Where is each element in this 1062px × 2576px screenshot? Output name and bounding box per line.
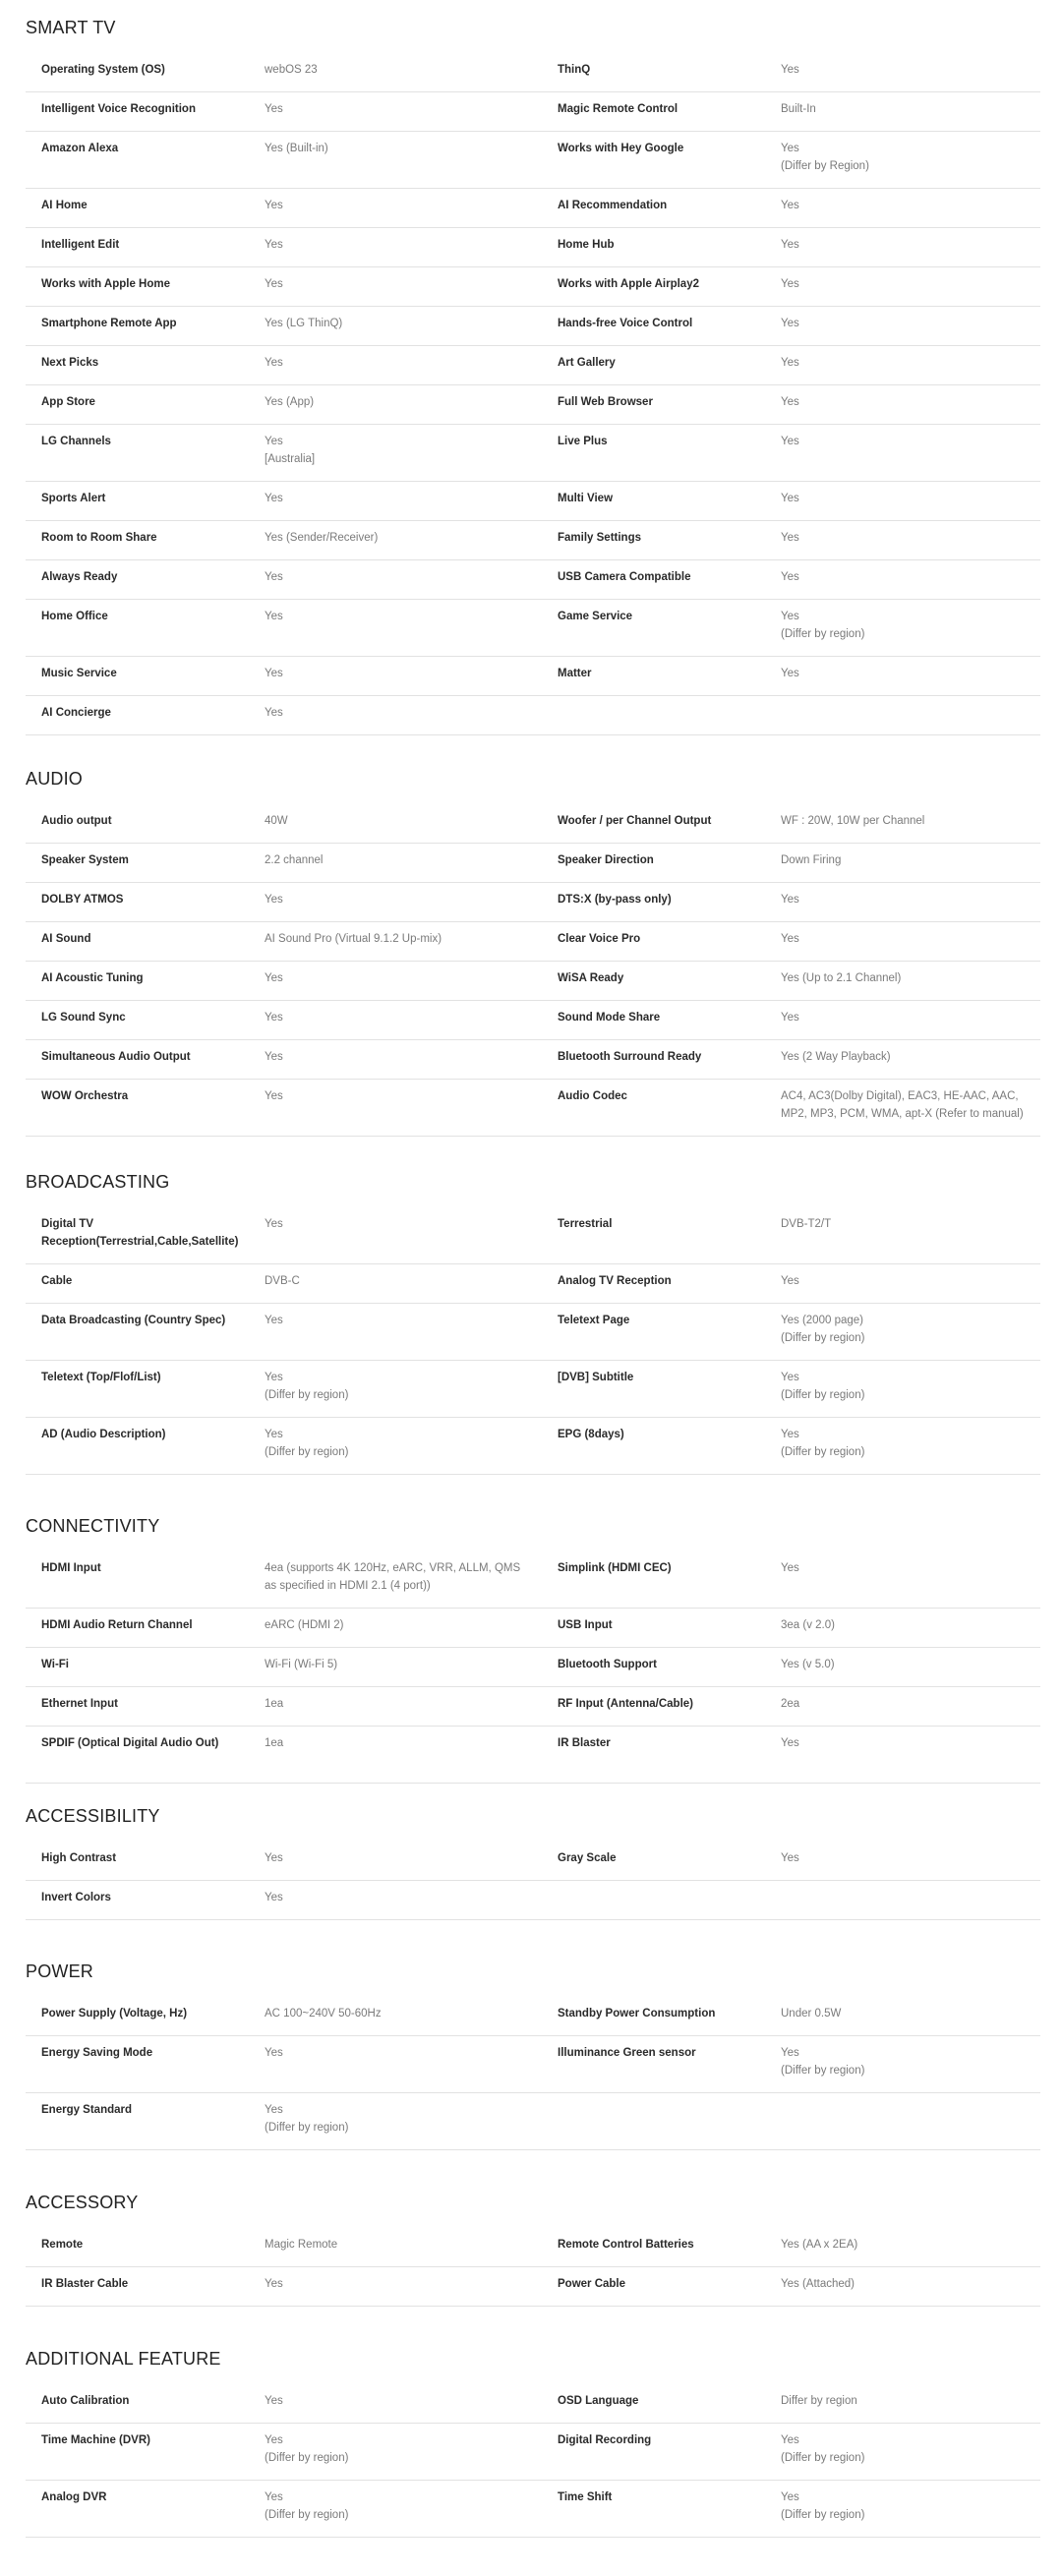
- spec-row: [26, 425, 1040, 482]
- spec-row: [26, 2228, 1040, 2267]
- spec-label: DTS:X (by-pass only): [558, 894, 672, 906]
- spec-label: Wi-Fi: [41, 1659, 69, 1670]
- spec-value: Yes (Differ by region): [265, 1372, 349, 1401]
- spec-value: Yes: [265, 1218, 283, 1230]
- spec-label: Audio output: [41, 815, 112, 827]
- spec-row: [26, 1727, 1040, 1784]
- spec-label: Speaker Direction: [558, 854, 654, 866]
- spec-value: Wi-Fi (Wi-Fi 5): [265, 1659, 338, 1670]
- spec-value: Built-In: [781, 103, 816, 115]
- spec-label: Clear Voice Pro: [558, 933, 641, 945]
- spec-row: [26, 482, 1040, 521]
- spec-label: Gray Scale: [558, 1852, 617, 1864]
- spec-row: [26, 2093, 1040, 2150]
- spec-label: OSD Language: [558, 2395, 639, 2407]
- spec-value: Yes: [781, 1852, 799, 1864]
- spec-value: Yes: [265, 611, 283, 622]
- spec-label: Works with Apple Home: [41, 278, 170, 290]
- spec-label: SPDIF (Optical Digital Audio Out): [41, 1737, 219, 1749]
- spec-row: [26, 1609, 1040, 1648]
- spec-value: Yes: [781, 933, 799, 945]
- spec-label: Remote Control Batteries: [558, 2239, 694, 2251]
- spec-value: AI Sound Pro (Virtual 9.1.2 Up-mix): [265, 933, 442, 945]
- spec-value: Yes (2 Way Playback): [781, 1051, 891, 1063]
- spec-table: [26, 53, 1040, 735]
- spec-label: Matter: [558, 668, 592, 679]
- spec-label: Energy Saving Mode: [41, 2047, 153, 2059]
- spec-row: [26, 1264, 1040, 1304]
- section-title: CONNECTIVITY: [26, 1516, 160, 1536]
- spec-row: [26, 1207, 1040, 1264]
- spec-row: [26, 922, 1040, 962]
- spec-value: Under 0.5W: [781, 2008, 842, 2020]
- spec-value: Yes: [781, 1562, 799, 1574]
- spec-label: AI Acoustic Tuning: [41, 972, 144, 984]
- spec-label: Sound Mode Share: [558, 1012, 661, 1024]
- spec-label: Smartphone Remote App: [41, 318, 177, 329]
- spec-row: [26, 1080, 1040, 1137]
- spec-value: Yes (2000 page) (Differ by region): [781, 1315, 865, 1344]
- spec-row: [26, 1687, 1040, 1727]
- section-title: ADDITIONAL FEATURE: [26, 2349, 221, 2369]
- spec-value: Yes (Sender/Receiver): [265, 532, 379, 544]
- spec-value: AC4, AC3(Dolby Digital), EAC3, HE-AAC, AAC, MP2, MP3, PCM, WMA, apt-X (Refer to manual): [781, 1090, 1024, 1120]
- spec-value: Yes: [265, 1012, 283, 1024]
- spec-label: AI Sound: [41, 933, 91, 945]
- spec-value: Yes: [265, 1852, 283, 1864]
- spec-row: [26, 657, 1040, 696]
- spec-value: Yes (v 5.0): [781, 1659, 835, 1670]
- spec-value: Differ by region: [781, 2395, 857, 2407]
- spec-label: Remote: [41, 2239, 84, 2251]
- spec-value: Yes (Differ by region): [265, 2491, 349, 2521]
- spec-label: Illuminance Green sensor: [558, 2047, 696, 2059]
- spec-row: [26, 228, 1040, 267]
- spec-label: Live Plus: [558, 436, 608, 447]
- spec-value: AC 100~240V 50-60Hz: [265, 2008, 382, 2020]
- spec-value: Yes (Differ by region): [781, 1372, 865, 1401]
- spec-row: [26, 2267, 1040, 2307]
- section-title: ACCESSIBILITY: [26, 1806, 160, 1826]
- spec-label: Energy Standard: [41, 2104, 133, 2116]
- spec-row: [26, 804, 1040, 844]
- spec-value: Yes (Differ by region): [781, 611, 865, 640]
- spec-label: USB Input: [558, 1619, 613, 1631]
- spec-value: Yes: [265, 1090, 283, 1102]
- spec-label: WiSA Ready: [558, 972, 624, 984]
- section-title: BROADCASTING: [26, 1172, 170, 1192]
- spec-table: [26, 1551, 1040, 1784]
- spec-value: Yes (Differ by region): [781, 2047, 865, 2077]
- spec-row: [26, 1418, 1040, 1475]
- spec-row: [26, 1361, 1040, 1418]
- section-title: AUDIO: [26, 769, 84, 789]
- spec-row: [26, 1304, 1040, 1361]
- spec-value: Yes: [265, 571, 283, 583]
- spec-label: Sports Alert: [41, 493, 106, 504]
- spec-row: [26, 1997, 1040, 2036]
- spec-label: Art Gallery: [558, 357, 616, 369]
- spec-value: WF : 20W, 10W per Channel: [781, 815, 925, 827]
- spec-label: Home Office: [41, 611, 108, 622]
- spec-label: AI Recommendation: [558, 200, 668, 211]
- spec-value: Yes (App): [265, 396, 315, 408]
- spec-row: [26, 1040, 1040, 1080]
- section-title: POWER: [26, 1961, 94, 1981]
- spec-label: Magic Remote Control: [558, 103, 678, 115]
- spec-table: [26, 804, 1040, 1137]
- spec-label: Operating System (OS): [41, 64, 165, 76]
- spec-label: USB Camera Compatible: [558, 571, 691, 583]
- spec-row: [26, 600, 1040, 657]
- spec-label: Full Web Browser: [558, 396, 653, 408]
- spec-label: Room to Room Share: [41, 532, 157, 544]
- spec-label: Bluetooth Surround Ready: [558, 1051, 702, 1063]
- spec-table: [26, 1207, 1040, 1475]
- spec-value: Yes (Up to 2.1 Channel): [781, 972, 902, 984]
- spec-value: Yes: [781, 1737, 799, 1749]
- spec-value: Yes: [265, 200, 283, 211]
- spec-value: Yes (LG ThinQ): [265, 318, 343, 329]
- spec-value: Yes: [265, 1892, 283, 1903]
- spec-row: [26, 92, 1040, 132]
- spec-label: Intelligent Voice Recognition: [41, 103, 196, 115]
- spec-value: Yes: [781, 668, 799, 679]
- spec-label: Ethernet Input: [41, 1698, 118, 1710]
- spec-row: [26, 132, 1040, 189]
- spec-value: Yes (Differ by region): [265, 2434, 349, 2464]
- spec-label: LG Sound Sync: [41, 1012, 126, 1024]
- spec-value: Yes: [781, 493, 799, 504]
- section-title: SMART TV: [26, 18, 116, 37]
- spec-label: Woofer / per Channel Output: [558, 815, 712, 827]
- spec-value: Yes: [781, 436, 799, 447]
- spec-row: [26, 696, 1040, 735]
- spec-value: Yes: [265, 707, 283, 719]
- spec-value: Yes: [265, 493, 283, 504]
- spec-label: Cable: [41, 1275, 73, 1287]
- spec-label: Works with Apple Airplay2: [558, 278, 699, 290]
- spec-label: LG Channels: [41, 436, 111, 447]
- spec-value: Yes: [265, 103, 283, 115]
- spec-row: [26, 307, 1040, 346]
- spec-label: HDMI Audio Return Channel: [41, 1619, 193, 1631]
- spec-value: Yes: [265, 2395, 283, 2407]
- spec-value: Yes: [781, 318, 799, 329]
- spec-value: eARC (HDMI 2): [265, 1619, 344, 1631]
- spec-value: Yes: [781, 1012, 799, 1024]
- spec-value: 3ea (v 2.0): [781, 1619, 835, 1631]
- spec-row: [26, 53, 1040, 92]
- spec-value: 2.2 channel: [265, 854, 324, 866]
- spec-label: Analog DVR: [41, 2491, 107, 2503]
- spec-value: Yes: [781, 239, 799, 251]
- spec-label: Intelligent Edit: [41, 239, 120, 251]
- spec-label: RF Input (Antenna/Cable): [558, 1698, 693, 1710]
- spec-row: [26, 267, 1040, 307]
- spec-row: [26, 883, 1040, 922]
- spec-label: Simplink (HDMI CEC): [558, 1562, 672, 1574]
- spec-value: Yes: [781, 1275, 799, 1287]
- spec-label: Digital TV Reception(Terrestrial,Cable,Satellite): [41, 1218, 239, 1248]
- spec-value: DVB-C: [265, 1275, 300, 1287]
- spec-value: Yes: [265, 357, 283, 369]
- spec-value: Yes: [265, 668, 283, 679]
- spec-value: 40W: [265, 815, 288, 827]
- spec-label: IR Blaster Cable: [41, 2278, 129, 2290]
- spec-value: Yes (AA x 2EA): [781, 2239, 858, 2251]
- spec-value: Yes: [781, 894, 799, 906]
- spec-label: EPG (8days): [558, 1429, 624, 1440]
- spec-label: Next Picks: [41, 357, 99, 369]
- spec-label: HDMI Input: [41, 1562, 101, 1574]
- spec-value: Yes: [265, 239, 283, 251]
- spec-row: [26, 346, 1040, 385]
- spec-label: Speaker System: [41, 854, 129, 866]
- spec-value: Yes: [781, 357, 799, 369]
- spec-label: Time Shift: [558, 2491, 613, 2503]
- spec-value: Yes: [265, 1051, 283, 1063]
- spec-value: Yes (Differ by region): [265, 1429, 349, 1458]
- spec-table: [26, 2384, 1040, 2538]
- spec-value: Yes (Differ by Region): [781, 143, 869, 172]
- spec-row: [26, 560, 1040, 600]
- spec-value: Yes: [265, 2278, 283, 2290]
- spec-value: Yes (Built-in): [265, 143, 328, 154]
- spec-table: [26, 2228, 1040, 2307]
- spec-value: Yes: [265, 278, 283, 290]
- spec-label: Family Settings: [558, 532, 641, 544]
- spec-label: Home Hub: [558, 239, 615, 251]
- spec-label: [DVB] Subtitle: [558, 1372, 634, 1383]
- spec-value: Yes (Differ by region): [781, 2491, 865, 2521]
- spec-label: Music Service: [41, 668, 117, 679]
- spec-label: WOW Orchestra: [41, 1090, 129, 1102]
- spec-label: Game Service: [558, 611, 633, 622]
- spec-label: AI Home: [41, 200, 88, 211]
- spec-row: [26, 2424, 1040, 2481]
- spec-row: [26, 385, 1040, 425]
- spec-label: AD (Audio Description): [41, 1429, 166, 1440]
- spec-row: [26, 1001, 1040, 1040]
- spec-value: Yes: [265, 2047, 283, 2059]
- spec-label: Terrestrial: [558, 1218, 613, 1230]
- spec-label: Bluetooth Support: [558, 1659, 657, 1670]
- spec-label: AI Concierge: [41, 707, 111, 719]
- spec-label: Data Broadcasting (Country Spec): [41, 1315, 226, 1326]
- spec-row: [26, 189, 1040, 228]
- spec-value: Yes: [781, 278, 799, 290]
- spec-value: Yes (Differ by region): [265, 2104, 349, 2134]
- spec-label: Digital Recording: [558, 2434, 652, 2446]
- spec-value: Yes (Attached): [781, 2278, 856, 2290]
- spec-value: Yes: [781, 200, 799, 211]
- spec-label: Simultaneous Audio Output: [41, 1051, 191, 1063]
- spec-label: Hands-free Voice Control: [558, 318, 693, 329]
- spec-label: Amazon Alexa: [41, 143, 119, 154]
- spec-label: Power Supply (Voltage, Hz): [41, 2008, 188, 2020]
- spec-label: Audio Codec: [558, 1090, 627, 1102]
- spec-value: Down Firing: [781, 854, 842, 866]
- spec-value: webOS 23: [265, 64, 318, 76]
- spec-row: [26, 844, 1040, 883]
- spec-value: Yes: [781, 64, 799, 76]
- spec-value: Magic Remote: [265, 2239, 338, 2251]
- spec-row: [26, 2384, 1040, 2424]
- spec-value: Yes: [265, 1315, 283, 1326]
- spec-label: Time Machine (DVR): [41, 2434, 150, 2446]
- spec-label: Analog TV Reception: [558, 1275, 672, 1287]
- spec-row: [26, 1648, 1040, 1687]
- spec-row: [26, 1551, 1040, 1609]
- spec-label: Power Cable: [558, 2278, 626, 2290]
- spec-label: Works with Hey Google: [558, 143, 684, 154]
- spec-label: Always Ready: [41, 571, 118, 583]
- spec-value: Yes: [781, 532, 799, 544]
- spec-value: Yes [Australia]: [265, 436, 316, 465]
- spec-row: [26, 1842, 1040, 1881]
- spec-row: [26, 2036, 1040, 2093]
- spec-value: Yes: [265, 894, 283, 906]
- spec-row: [26, 962, 1040, 1001]
- spec-value: Yes: [781, 571, 799, 583]
- spec-label: High Contrast: [41, 1852, 117, 1864]
- spec-label: Standby Power Consumption: [558, 2008, 716, 2020]
- spec-label: Invert Colors: [41, 1892, 111, 1903]
- spec-value: Yes: [781, 396, 799, 408]
- spec-row: [26, 1881, 1040, 1920]
- spec-value: 1ea: [265, 1698, 284, 1710]
- spec-label: DOLBY ATMOS: [41, 894, 124, 906]
- spec-label: Teletext Page: [558, 1315, 630, 1326]
- spec-label: ThinQ: [558, 64, 591, 76]
- spec-label: IR Blaster: [558, 1737, 611, 1749]
- spec-value: DVB-T2/T: [781, 1218, 832, 1230]
- section-title: ACCESSORY: [26, 2193, 139, 2212]
- spec-value: 4ea (supports 4K 120Hz, eARC, VRR, ALLM, QMS as specified in HDMI 2.1 (4 port)): [265, 1562, 521, 1592]
- spec-label: Auto Calibration: [41, 2395, 130, 2407]
- spec-value: 2ea: [781, 1698, 800, 1710]
- spec-label: Teletext (Top/Flof/List): [41, 1372, 161, 1383]
- spec-label: App Store: [41, 396, 95, 408]
- spec-table: [26, 1842, 1040, 1920]
- spec-value: Yes: [265, 972, 283, 984]
- spec-value: 1ea: [265, 1737, 284, 1749]
- spec-table: [26, 1997, 1040, 2150]
- spec-row: [26, 2481, 1040, 2538]
- spec-value: Yes (Differ by region): [781, 1429, 865, 1458]
- spec-row: [26, 521, 1040, 560]
- spec-value: Yes (Differ by region): [781, 2434, 865, 2464]
- spec-label: Multi View: [558, 493, 614, 504]
